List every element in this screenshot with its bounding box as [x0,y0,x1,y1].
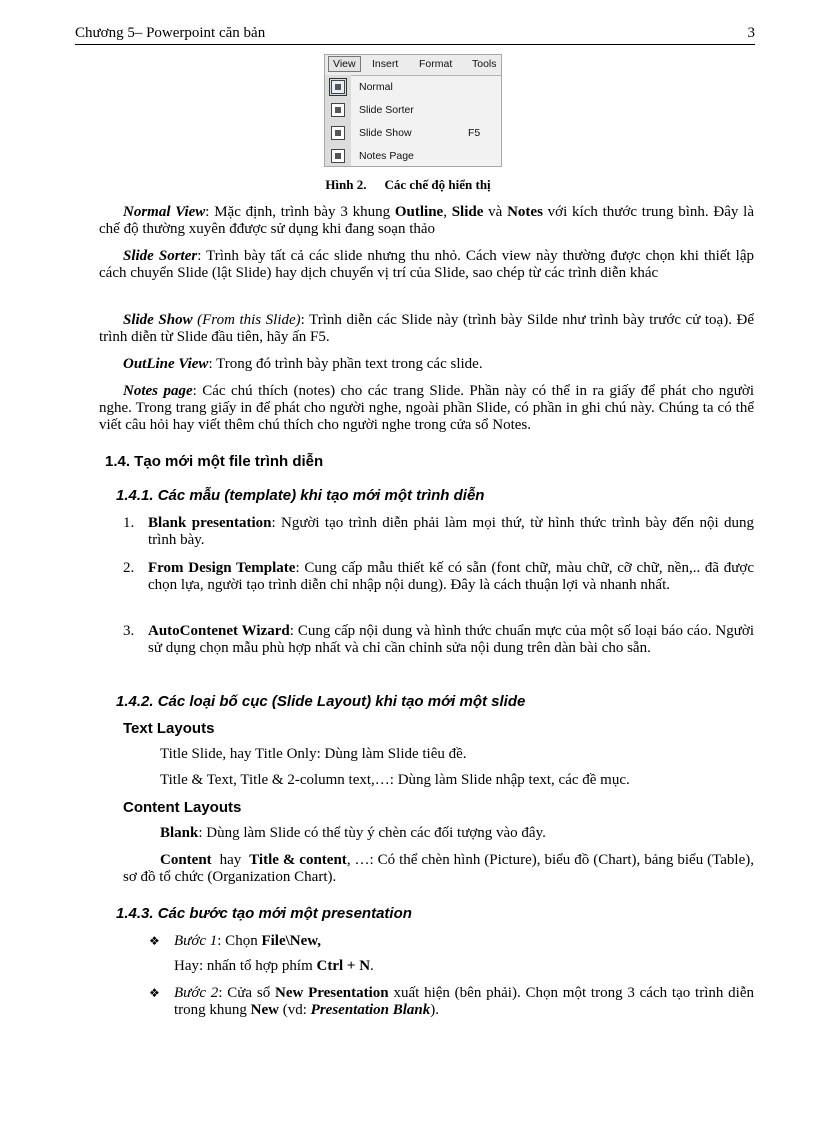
term: Blank [160,825,199,841]
text: : Dùng làm Slide có thể tùy ý chèn các đối tượng vào đây. [198,825,546,841]
view-menu-figure [324,54,502,167]
para-notes-page [99,383,754,434]
section-heading-1-4-2: 1.4.2. Các loại bố cục (Slide Layout) khi tạo mới một slide [116,693,526,710]
text-layout-line-2: Title & Text, Title & 2-column text,…: Dùng làm Slide nhập text, các đề mục. [160,772,630,788]
step-label: Bước 1 [174,933,218,949]
text: : Người tạo trình diễn phải làm mọi thứ, từ hình thức trình bày đến nội dung trình bày. [148,515,754,548]
menu-item-slide-show [325,122,501,145]
term: Content [160,852,212,868]
term-slide-sorter: Slide Sorter [123,248,198,264]
term: New Presentation [274,985,389,1001]
text: : Cửa sổ [218,985,275,1001]
section-heading-1-4: 1.4. Tạo mới một file trình diễn [105,453,324,470]
list-item [123,515,754,549]
menu-item-slide-sorter [325,99,501,122]
menu-view: View [328,56,361,72]
text-layout-line-1: Title Slide, hay Title Only: Dùng làm Slide tiêu đề. [160,746,467,762]
text: hay [211,852,250,868]
para-slide-show [99,312,754,346]
term: AutoContenet Wizard [148,623,290,639]
term-notes-page: Notes page [123,383,193,399]
menu-tools: Tools [472,58,497,70]
list-item [123,623,754,657]
text: ). [430,1002,440,1018]
menu-item-label: Notes Page [359,150,414,162]
text: : Trình diễn các Slide này (trình bày Silde như trình bày trước cử toạ). Để trình diễn từ Slide đầu tiên, hãy ấn F5. [99,312,754,345]
menu-item-notes-page [325,145,501,168]
menu-item-label: Normal [359,81,393,93]
text: : Trong đó trình bày phần text trong các slide. [208,356,483,372]
term: New [250,1002,279,1018]
text: : Chọn [217,933,262,949]
caption-text: Các chế độ hiển thị [384,177,491,192]
text-layouts-heading: Text Layouts [123,720,215,737]
para-outline-view [99,356,754,373]
normal-view-icon [331,80,345,94]
menu-item-normal [325,76,501,99]
menu-insert: Insert [372,58,399,70]
text: : Các chú thích (notes) cho các trang Slide. Phần này có thể in ra giấy để phát cho người nghe. Trong trang giấy in để phát cho người nghe, ngoài phần Slide, có phần in ghi chú này. Chúng ta có thể viết câu hỏi hay viết thêm chú thích cho người nghe trong cửa sổ Notes. [99,383,755,433]
chapter-title: Chương 5– Powerpoint căn bản [75,25,266,41]
para-slide-sorter [99,248,754,282]
menu-bar [325,55,501,76]
text: , [443,204,452,220]
menu-format: Format [419,58,453,70]
text: xuất hiện (bên phải). Chọn một trong 3 cách tạo trình diễn trong khung [174,985,754,1018]
text: : Cung cấp mẫu thiết kế có sẵn (font chữ, màu chữ, cỡ chữ, nền,.. đã được chọn lựa, người tạo trình diễn chỉ nhập nội dung). Đây là cách thuận lợi và nhanh nhất. [148,560,754,593]
text: với kích thước trung bình. Đây là chế độ thường xuyên đđược sử dụng khi đang soạn thảo [99,204,754,237]
slide-show-icon [331,126,345,140]
text: (vd: [279,1002,311,1018]
section-heading-1-4-3: 1.4.3. Các bước tạo mới một presentation [116,905,412,922]
term-outline-view: OutLine View [123,356,209,372]
term: Blank presentation [148,515,272,531]
para-normal-view [99,204,754,238]
text: Hay: nhấn tổ hợp phím [174,958,317,974]
menu-item-shortcut: F5 [468,127,481,139]
text: , …: Có thể chèn hình (Picture), biểu đồ (Chart), bảng biểu (Table), sơ đồ tổ chức (Organization Chart). [123,852,754,885]
text: : Cung cấp nội dung và hình thức chuẩn mực của một số loại báo cáo. Người sử dụng chọn mẫu phù hợp nhất và chỉ cần chỉnh sửa nội dung trên dàn bài cho sẵn. [148,623,754,656]
figure-caption [0,177,816,193]
content-layout-content [123,852,754,886]
caption-number: Hình 2. [325,177,367,192]
term: Presentation Blank [310,1002,431,1018]
diamond-bullet-icon: ❖ [149,934,160,948]
content-layouts-heading: Content Layouts [123,799,242,816]
term: Title & content [249,852,347,868]
term: Slide [451,204,484,220]
section-heading-1-4-1: 1.4.1. Các mẫu (template) khi tạo mới một trình diễn [116,487,485,504]
slide-sorter-icon [331,103,345,117]
page-number: 3 [747,25,755,41]
step-2 [149,985,754,1019]
text: và [483,204,508,220]
diamond-bullet-icon: ❖ [149,986,160,1000]
notes-page-icon [331,149,345,163]
list-number: 3. [123,623,135,639]
menu-item-label: Slide Sorter [359,104,414,116]
term: File\New, [261,933,322,949]
menu-item-label: Slide Show [359,127,412,139]
term-normal-view: Normal View [123,204,206,220]
text: : Mặc định, trình bày 3 khung [205,204,395,220]
step-1-shortcut [174,958,374,975]
term: From Design Template [148,560,296,576]
text: . [370,958,374,974]
text: : Trình bày tất cả các slide nhưng thu nhỏ. Cách view này thường được chọn khi thiết lập cách chuyển Slide (lật Slide) hay dịch chuyển vị trí của Slide, sao chép từ các trình diễn khác [99,248,754,281]
term: Notes [507,204,543,220]
step-label: Bước 2 [174,985,219,1001]
term: Outline [394,204,444,220]
page-header [75,24,755,45]
content-layout-blank [160,825,546,842]
list-number: 2. [123,560,135,576]
list-number: 1. [123,515,135,531]
term-slide-show: Slide Show [123,312,193,328]
text: (From this Slide) [192,312,301,328]
term: Ctrl + N [316,958,371,974]
step-1 [149,933,754,950]
list-item [123,560,754,594]
